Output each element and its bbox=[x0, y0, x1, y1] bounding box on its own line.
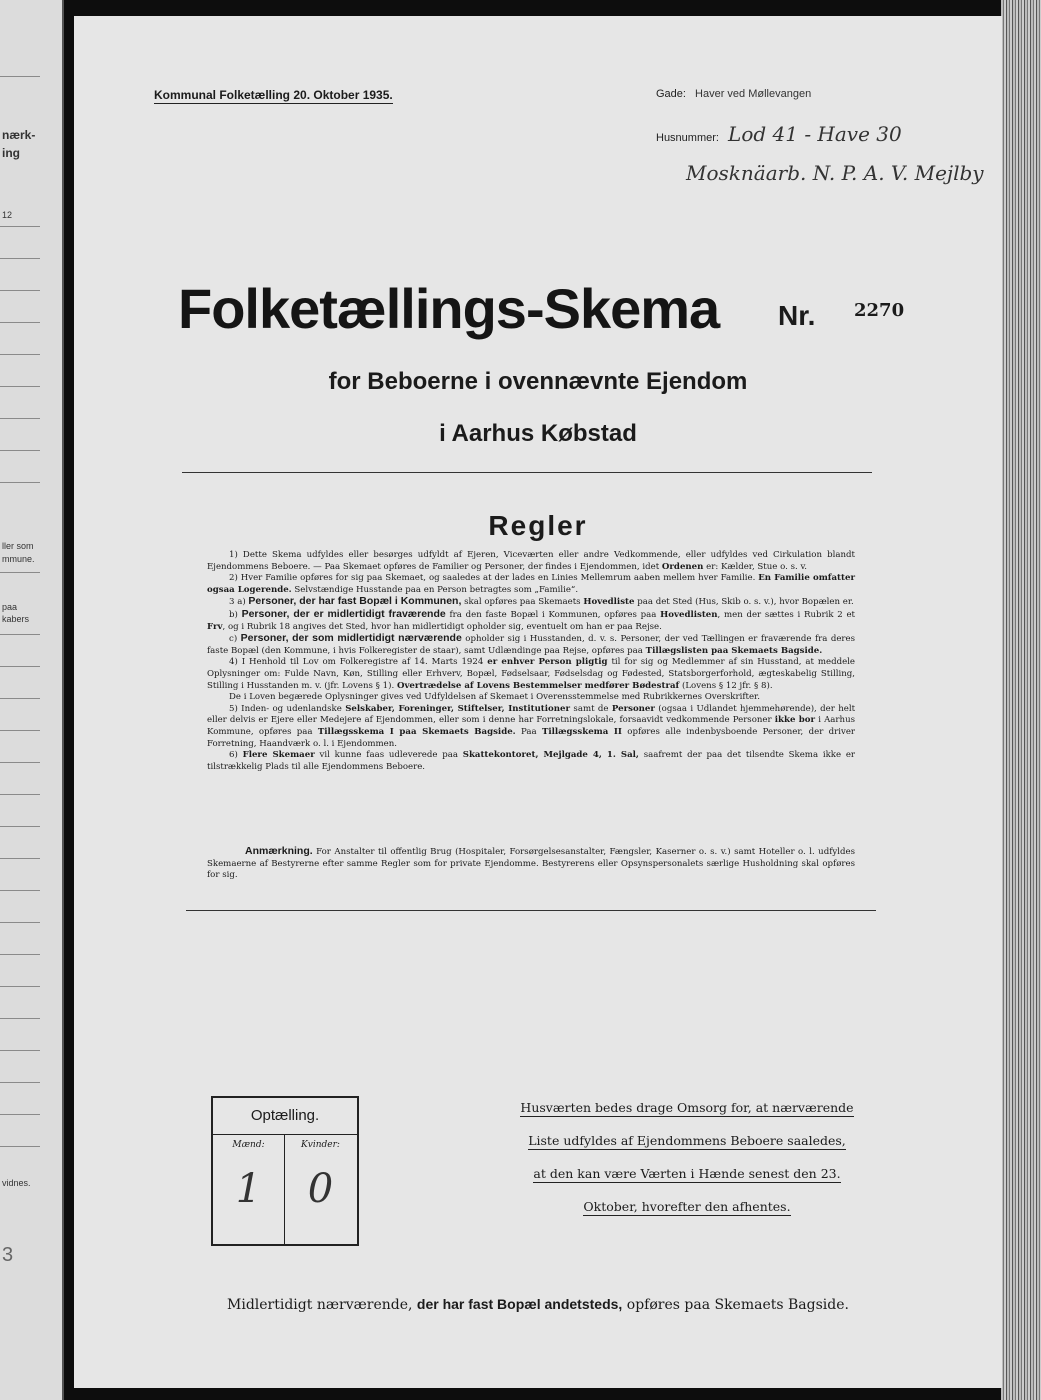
rule-6: 6) Flere Skemaer vil kunne faas udleverede paa Skattekontoret, Mejlgade 4, 1. Sal, saafremt der paa det tilsendte Skema ikke er tilstrækkelig Plads til alle Ejendommens Beboere. bbox=[207, 750, 856, 772]
landlord-note-line: Husværten bedes drage Omsorg for, at nærværende bbox=[520, 1100, 854, 1115]
left-fragment: 3 bbox=[2, 1244, 14, 1266]
divider bbox=[186, 910, 876, 911]
landlord-note bbox=[514, 1100, 860, 1232]
footer-note: Midlertidigt nærværende, der har fast Bopæl andetsteds, opføres paa Skemaets Bagside. bbox=[227, 1296, 849, 1313]
page-stack-edge bbox=[1001, 0, 1041, 1400]
house-number-row bbox=[656, 122, 902, 146]
landlord-note-line: Liste udfyldes af Ejendommens Beboere saaledes, bbox=[528, 1133, 846, 1148]
rule-5: 5) Inden- og udenlandske Selskaber, Foreninger, Stiftelser, Institutioner samt de Personer (ogsaa i Udlandet hjemmehørende), der helt eller delvis er Ejere eller Medejere af Ejendommen, eller som i denne har Forretningslokale, forsaavidt vedkommende Personer ikke bor i Aarhus Kommune, opføres paa Tillægsskema I paa Skemaets Bagside. Paa Tillægsskema II opføres alle indenbysboende Personer, der driver Forretning, Haandværk o. l. i Ejendommen. bbox=[207, 703, 856, 749]
tally-box bbox=[211, 1096, 359, 1246]
census-form-page bbox=[74, 16, 1002, 1388]
rule-4b: De i Loven begærede Oplysninger gives ved Udfyldelsen af Skemaet i Overensstemmelse med Rubrikkernes Overskrifter. bbox=[229, 692, 760, 703]
rule-1: 1) Dette Skema udfyldes eller besørges udfyldt af Ejeren, Viceværten eller andre Vedkommende, eller udfyldes ved Cirkulation blandt Ejendommens Beboere. — Paa Skemaet opføres de Familier og Personer, der findes i Ejendommen, idet Ordenen er: Kælder, Stue o. s. v. bbox=[207, 550, 855, 572]
form-subtitle-city: i Aarhus Købstad bbox=[439, 420, 637, 447]
remark-text: For Anstalter til offentlig Brug (Hospitaler, Forsørgelsesanstalter, Fængsler, Kaserner o. s. v.) samt Hoteller o. l. udfyldes Skemaerne af Bestyrerne efter samme Regler som for private Ejendomme. Bestyrerens eller Opsynspersonalets særlige Husholdning skal opføres for sig. bbox=[207, 847, 855, 881]
tally-title: Optælling. bbox=[213, 1098, 357, 1135]
street-value: Haver ved Møllevangen bbox=[695, 88, 812, 100]
tally-women-column bbox=[285, 1135, 356, 1244]
house-number-value: Lod 41 - Have 30 bbox=[728, 122, 902, 146]
form-subtitle: for Beboerne i ovennævnte Ejendom bbox=[328, 368, 748, 395]
tally-men-value: 1 bbox=[235, 1166, 262, 1212]
remark-block bbox=[207, 846, 855, 882]
rule-3c: c) Personer, der som midlertidigt nærværende opholder sig i Husstanden, d. v. s. Personer, der ved Tællingen er fraværende fra deres faste Bopæl (den Kommune, i hvis Folkeregister de staar), samt Udlændinge paa Rejse, opføres paa Tillægslisten paa Skemaets Bagside. bbox=[207, 632, 856, 656]
rule-2: 2) Hver Familie opføres for sig paa Skemaet, og saaledes at der lades en Linies Mellemrum aaben mellem hver Familie. En Familie omfatter ogsaa Logerende. Selvstændige Husstande paa en Person betragtes som „Familie“. bbox=[207, 573, 855, 595]
divider bbox=[182, 472, 872, 473]
left-fragment: ller som bbox=[2, 541, 34, 551]
rule-4: 4) I Henhold til Lov om Folkeregistre af 14. Marts 1924 er enhver Person pligtig til for sig og Medlemmer af sin Husstand, at meddele Oplysninger om: Fulde Navn, Køn, Stilling eller Erhverv, Bopæl, Fødselsaar, Fødselsdag og Fødested, Statsborgerforhold, ægteskabelig Stilling, Stilling i Husstanden m. v. (jfr. Lovens § 1). Overtrædelse af Lovens Bestemmelser medfører Bødestraf (Lovens § 12 jfr. § 8). bbox=[207, 657, 856, 691]
left-fragment: paa bbox=[2, 602, 18, 612]
house-number-label: Husnummer: bbox=[656, 132, 719, 144]
rule-3b: b) Personer, der er midlertidigt fraværende fra den faste Bopæl i Kommunen, opføres paa Hovedlisten, men der sættes i Rubrik 2 et Frv, og i Rubrik 18 angives det Sted, hvor han midlertidigt opholder sig, eventuelt om han er paa Rejse. bbox=[207, 607, 856, 632]
tally-men-label: Mænd: bbox=[232, 1140, 265, 1150]
landlord-note-line: at den kan være Værten i Hænde senest den 23. bbox=[533, 1166, 841, 1181]
left-fragment: vidnes. bbox=[2, 1178, 31, 1188]
remark-label: Anmærkning. bbox=[245, 845, 313, 857]
census-title: Kommunal Folketælling 20. Oktober 1935. bbox=[154, 88, 393, 102]
street-label: Gade: bbox=[656, 88, 686, 100]
rule-3a: 3 a) Personer, der har fast Bopæl i Kommunen, skal opføres paa Skemaets Hovedliste paa det Sted (Hus, Skib o. s. v.), hvor Bopælen er. bbox=[229, 595, 854, 608]
tally-men-column bbox=[213, 1135, 285, 1244]
rules-text bbox=[207, 550, 855, 773]
tally-women-label: Kvinder: bbox=[301, 1140, 340, 1150]
left-fragment: nærk- bbox=[2, 128, 36, 142]
form-number-label: Nr. bbox=[778, 300, 816, 331]
form-number-value: 2270 bbox=[854, 300, 905, 321]
landlord-note-line: Oktober, hvorefter den afhentes. bbox=[583, 1199, 791, 1214]
left-fragment: 12 bbox=[2, 210, 13, 220]
facing-page-strip bbox=[0, 0, 64, 1400]
left-fragment: ing bbox=[2, 146, 20, 160]
rules-heading: Regler bbox=[488, 510, 588, 541]
left-fragment: mmune. bbox=[2, 554, 35, 564]
street-row bbox=[656, 88, 811, 100]
left-fragment: kabers bbox=[2, 614, 30, 624]
tally-women-value: 0 bbox=[307, 1166, 334, 1212]
form-title: Folketællings-Skema bbox=[178, 277, 720, 340]
handwritten-note: Mosknäarb. N. P. A. V. Mejlby bbox=[686, 161, 984, 185]
